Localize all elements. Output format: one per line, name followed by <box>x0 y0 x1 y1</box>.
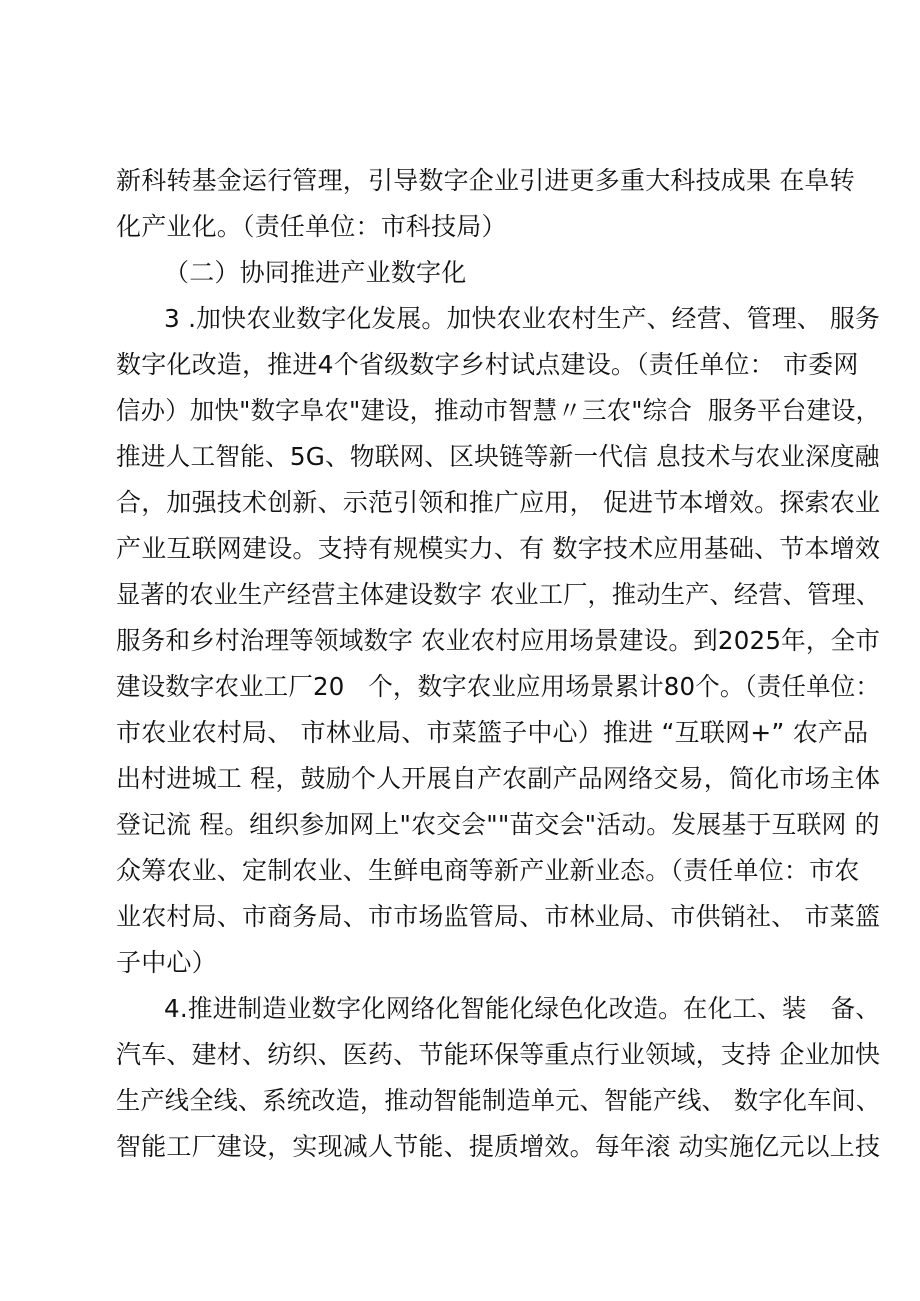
text-line: 合，加强技术创新、示范引领和推广应用， 促进节本增效。探索农业 <box>116 488 881 517</box>
text-line: 登记流 程。组织参加网上"农交会""苗交会"活动。发展基于互联网 的 <box>116 810 880 839</box>
text-line: 智能工厂建设，实现减人节能、提质增效。每年滚 动实施亿元以上技 <box>116 1132 881 1161</box>
text-line: 众筹农业、定制农业、生鲜电商等新产业新业态。（责任单位：市农 <box>116 856 860 885</box>
text-line: 化产业化。（责任单位：市科技局） <box>116 212 507 241</box>
text-line: 信办）加快"数字阜农"建设，推动市智慧〃三农"综合 服务平台建设， <box>116 396 881 425</box>
section-heading: （二）协同推进产业数字化 <box>164 258 467 287</box>
text-line: 市农业农村局、 市林业局、市菜篮子中心）推进 “互联网+” 农产品 <box>116 718 869 747</box>
text-line: 业农村局、市商务局、市市场监管局、市林业局、市供销社、 市菜篮 <box>116 902 881 931</box>
text-line: 服务和乡村治理等领域数字 农业农村应用场景建设。到2025年，全市 <box>116 626 881 655</box>
text-line: 汽车、建材、纺织、医药、节能环保等重点行业领域，支持 企业加快 <box>116 1040 881 1069</box>
text-line: 生产线全线、系统改造，推动智能制造单元、智能产线、 数字化车间、 <box>116 1086 881 1115</box>
text-line: 推进人工智能、5G、物联网、区块链等新一代信 息技术与农业深度融 <box>116 442 880 471</box>
text-line: 3 .加快农业数字化发展。加快农业农村生产、经营、管理、 服务 <box>164 304 880 333</box>
text-line: 产业互联网建设。支持有规模实力、有 数字技术应用基础、节本增效 <box>116 534 881 563</box>
text-line: 4.推进制造业数字化网络化智能化绿色化改造。在化工、装 备、 <box>164 994 881 1023</box>
text-line: 建设数字农业工厂20 个，数字农业应用场景累计80个。（责任单位： <box>116 672 880 701</box>
text-line: 新科转基金运行管理，引导数字企业引进更多重大科技成果 在阜转 <box>116 166 855 195</box>
text-line: 子中心） <box>116 948 217 977</box>
text-line: 数字化改造，推进4个省级数字乡村试点建设。（责任单位： 市委网 <box>116 350 859 379</box>
text-line: 出村进城工 程，鼓励个人开展自产农副产品网络交易，简化市场主体 <box>116 764 881 793</box>
text-line: 显著的农业生产经营主体建设数字 农业工厂，推动生产、经营、管理、 <box>116 580 881 609</box>
